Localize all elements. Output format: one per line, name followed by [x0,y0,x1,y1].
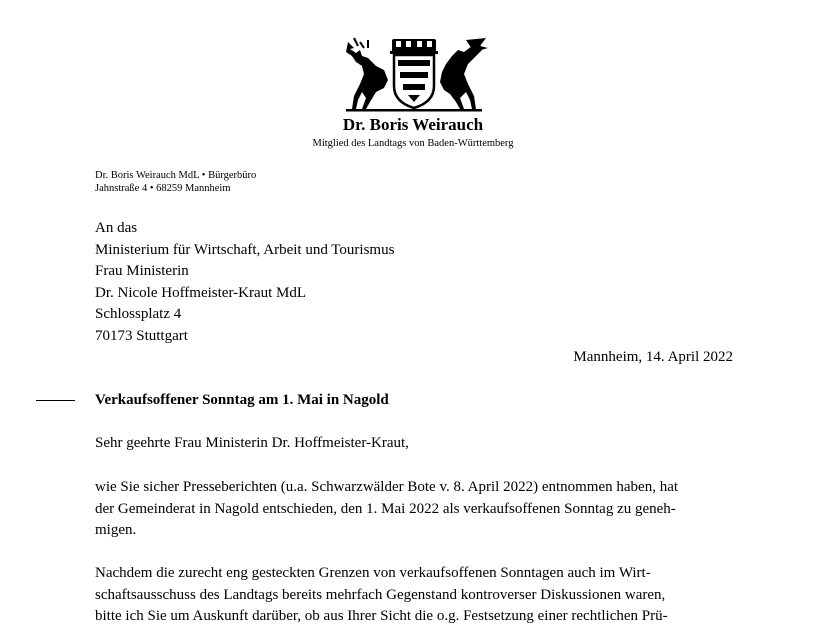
letter-subject: Verkaufsoffener Sonntag am 1. Mai in Nagold [95,392,389,408]
crown-icon [390,39,438,54]
paragraph-line: bitte ich Sie um Auskunft darüber, ob aus Ihrer Sicht die o.g. Festsetzung einer rechtlichen Prü- [95,608,668,624]
recipient-line: An das [95,220,138,236]
recipient-line: Dr. Nicole Hoffmeister-Kraut MdL [95,284,307,301]
recipient-address [95,218,394,347]
paragraph-line: Nachdem die zurecht eng gesteckten Grenzen von verkaufsoffenen Sonntagen auch im Wirt- [95,565,651,581]
sender-return-address [95,169,256,195]
paragraph-line: migen. [95,522,137,538]
shield-icon [394,55,434,108]
sender-line: Dr. Boris Weirauch MdL • Bürgerbüro [95,170,257,181]
letter-salutation: Sehr geehrte Frau Ministerin Dr. Hoffmeister-Kraut, [95,435,409,451]
griffin-supporter-icon [440,38,488,109]
coat-of-arms-logo [340,36,488,114]
paragraph-line: schaftsausschuss des Landtags bereits mehrfach Gegenstand kontroverser Diskussionen waren, [95,586,666,603]
stag-supporter-icon [346,38,388,109]
recipient-line: Schlossplatz 4 [95,306,182,322]
paragraph-line: wie Sie sicher Presseberichten (u.a. Schwarzwälder Bote v. 8. April 2022) entnommen haben, hat [95,479,679,495]
letter-date: Mannheim, 14. April 2022 [573,349,733,365]
recipient-line: Ministerium für Wirtschaft, Arbeit und Tourismus [95,241,395,258]
recipient-line: Frau Ministerin [95,263,189,279]
paragraph-line: der Gemeinderat in Nagold entschieden, den 1. Mai 2022 als verkaufsoffenen Sonntag zu geneh- [95,500,676,517]
sender-line: Jahnstraße 4 • 68259 Mannheim [95,183,231,194]
letterhead-subtitle: Mitglied des Landtags von Baden-Württemberg [312,138,514,149]
body-paragraph-1 [95,477,735,542]
body-paragraph-2 [95,563,735,628]
letterhead-name: Dr. Boris Weirauch [342,115,484,134]
recipient-line: 70173 Stuttgart [95,327,188,344]
fold-mark [36,400,75,401]
